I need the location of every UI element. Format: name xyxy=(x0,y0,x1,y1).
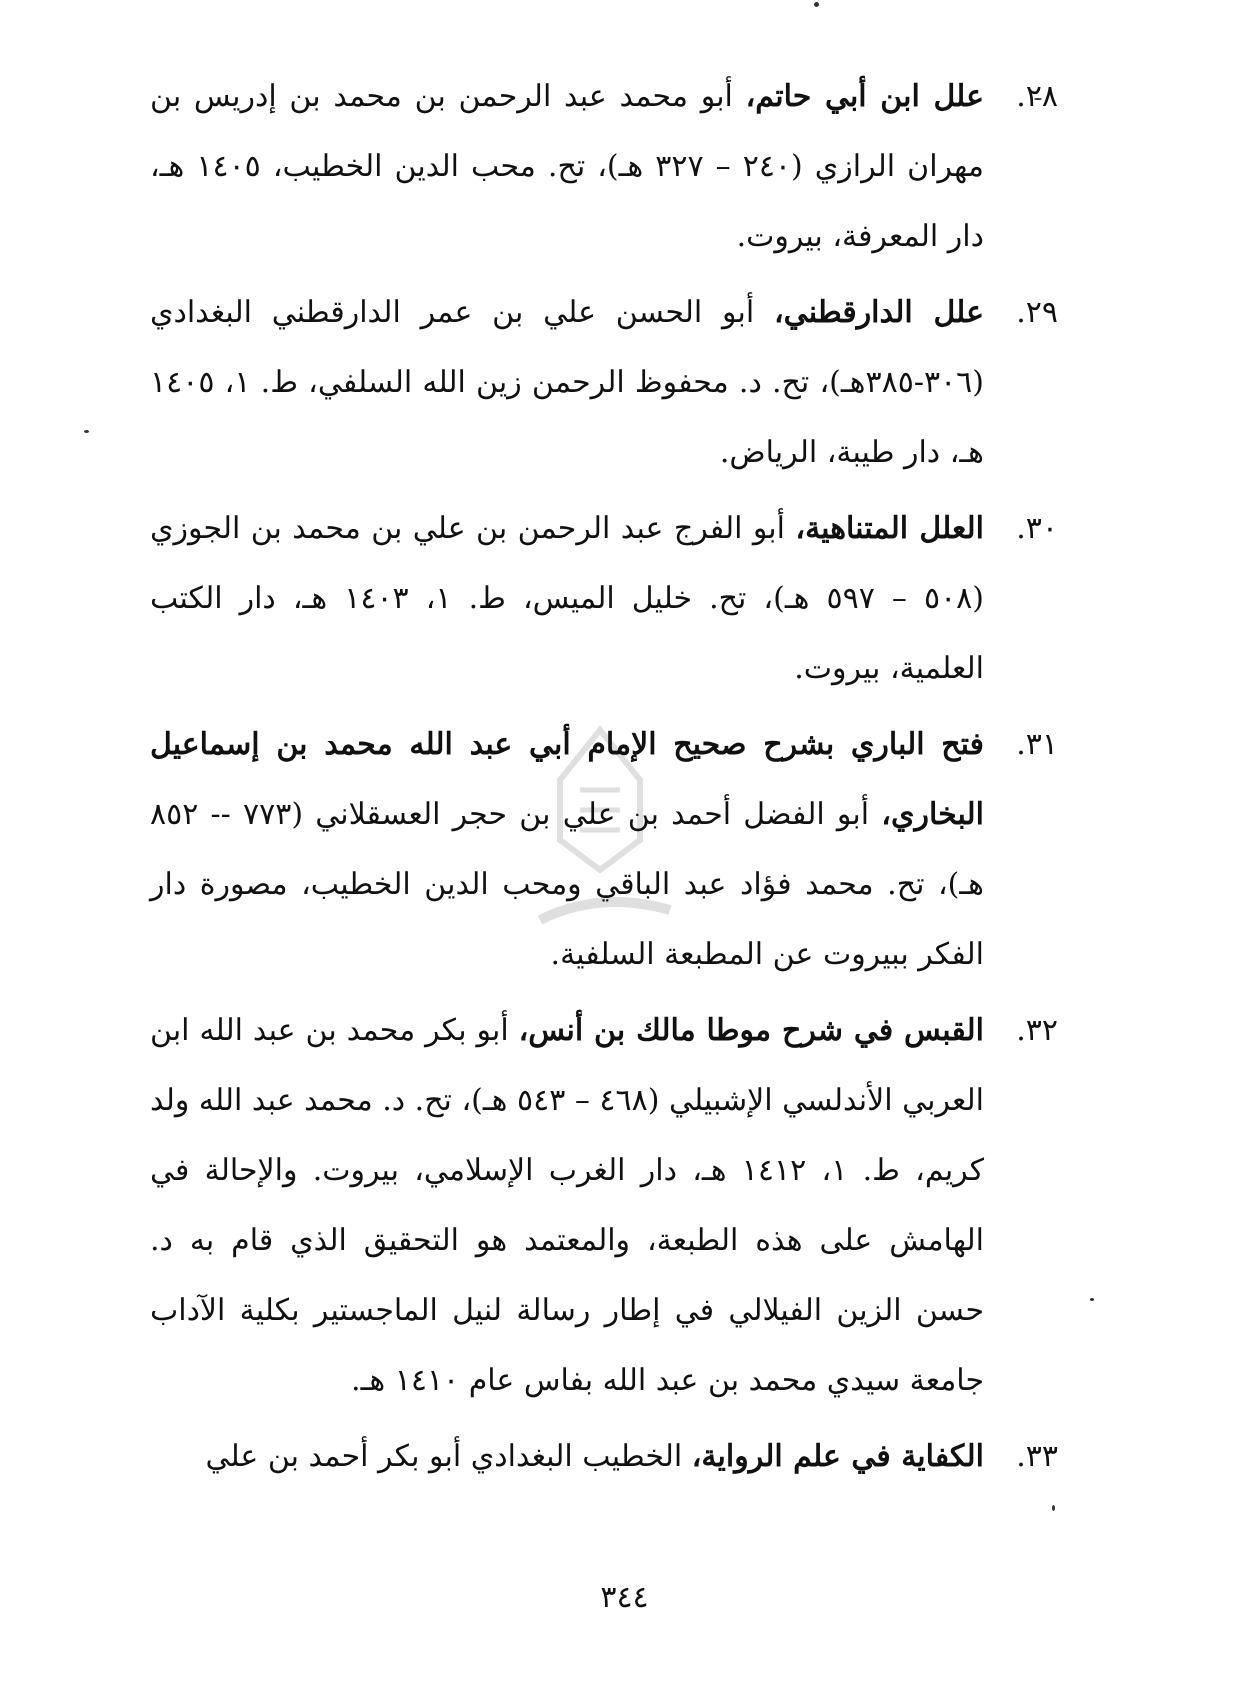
entry-body: أبو محمد عبد الرحمن بن محمد بن إدريس بن مهران الرازي (٢٤٠ – ٣٢٧ هـ)، تح. محب الدين الخطيب، ١٤٠٥ هـ، دار المعرفة، بيروت. xyxy=(150,79,984,254)
entry-body: أبو الحسن علي بن عمر الدارقطني البغدادي (٣٠٦-٣٨٥هـ)، تح. د. محفوظ الرحمن زين الله السلفي، ط. ١، ١٤٠٥ هـ، دار طيبة، الرياض. xyxy=(150,295,985,470)
entry-number: ٢٨. xyxy=(1016,79,1058,114)
bibliography-entry xyxy=(150,710,1058,990)
bibliography-entry xyxy=(150,278,1058,488)
entry-body: أبو بكر محمد بن عبد الله ابن العربي الأندلسي الإشبيلي (٤٦٨ – ٥٤٣ هـ)، تح. د. محمد عبد الله ولد كريم، ط. ١، ١٤١٢ هـ، دار الغرب الإسلامي، بيروت. والإحالة في الهامش على هذه الطبعة، والمعتمد هو التحقيق الذي قام به د. حسن الزين الفيلالي في إطار رسالة لنيل الماجستير بكلية الآداب جامعة سيدي محمد بن عبد الله بفاس عام ١٤١٠ هـ. xyxy=(149,1013,985,1398)
bibliography-entry xyxy=(150,1422,1058,1492)
bibliography-list xyxy=(150,62,1058,1498)
entry-number: ٢٩. xyxy=(1016,295,1058,330)
entry-title: فتح الباري بشرح صحيح الإمام أبي عبد الله محمد بن إسماعيل البخاري، xyxy=(150,727,984,832)
entry-title: علل ابن أبي حاتم، xyxy=(745,79,984,114)
entry-number: ٣٢. xyxy=(1016,1013,1058,1048)
entry-title: القبس في شرح موطا مالك بن أنس، xyxy=(518,1013,984,1048)
entry-title: علل الدارقطني، xyxy=(774,295,984,330)
bibliography-entry xyxy=(150,494,1058,704)
scan-speck xyxy=(1090,1298,1094,1301)
entry-body: أبو الفضل أحمد بن علي بن حجر العسقلاني (٧٧٣ -- ٨٥٢ هـ)، تح. محمد فؤاد عبد الباقي ومحب الدين الخطيب، مصورة دار الفكر ببيروت عن المطبعة السلفية. xyxy=(150,797,984,972)
entry-body: أبو الفرج عبد الرحمن بن علي بن محمد بن الجوزي (٥٠٨ – ٥٩٧ هـ)، تح. خليل الميس، ط. ١، ١٤٠٣ هـ، دار الكتب العلمية، بيروت. xyxy=(150,511,985,686)
entry-number: ٣١. xyxy=(1016,727,1058,762)
scan-speck xyxy=(84,430,89,433)
scan-speck xyxy=(1052,1505,1055,1511)
bibliography-entry xyxy=(150,996,1058,1416)
page-number: ٣٤٤ xyxy=(600,1580,649,1615)
entry-number: ٣٣. xyxy=(1016,1439,1058,1474)
entry-title: العلل المتناهية، xyxy=(795,511,984,546)
bibliography-entry xyxy=(150,62,1058,272)
entry-body: الخطيب البغدادي أبو بكر أحمد بن علي xyxy=(205,1439,692,1474)
entry-number: ٣٠. xyxy=(1016,511,1058,546)
entry-title: الكفاية في علم الرواية، xyxy=(691,1439,984,1474)
scan-speck xyxy=(814,2,819,7)
